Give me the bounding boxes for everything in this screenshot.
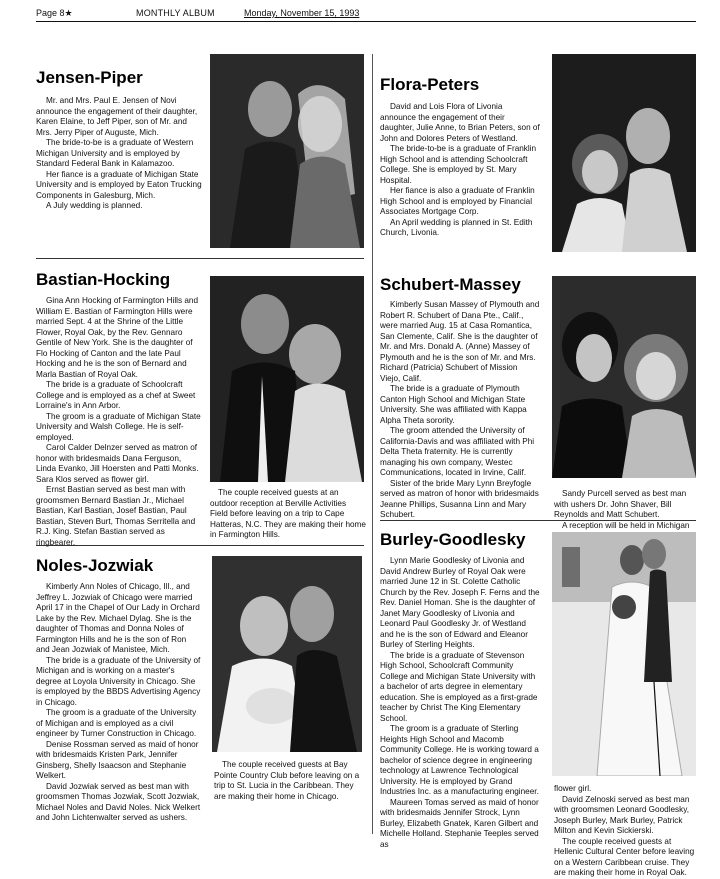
paragraph: Maureen Tomas served as maid of honor with bridesmaids Jennifer Strock, Lynn Burley, Elizabeth Gnatek, Karen Gilbert and Michelle Holland. Stephanie Teeples served as (380, 797, 539, 849)
caption-text: The couple received guests at Hellenic Cultural Center before leaving on a Western Caribbean cruise. They are making their home in Royal Oak. (554, 836, 695, 877)
paragraph: Gina Ann Hocking of Farmington Hills and William E. Bastian of Farmington Hills were married Sept. 4 at the Shrine of the Little Flower, Royal Oak, by the Rev. Gennaro Gentile of New York. She is the daughter of Flo Hocking of Canton and the late Paul Hocking and he is the son of Bernard and Marla Bastian of Royal Oak. (36, 296, 198, 379)
paragraph: David Jozwiak served as best man with groomsmen Thomas Jozwiak, Scott Jozwiak, Michael Noles and David Noles. Nick Welkert and John Lichtenwalter served as ushers. (36, 781, 201, 822)
photo-bastian-hocking (210, 276, 364, 482)
caption-burley-goodlesky (554, 784, 698, 879)
article-flora-peters (380, 102, 540, 239)
article-burley-goodlesky (380, 556, 540, 850)
paragraph: The bride is a graduate of Schoolcraft College and is employed as a chef at Sweet Lorraine's in Ann Arbor. (36, 380, 196, 410)
paragraph: Lynn Marie Goodlesky of Livonia and David Andrew Burley of Royal Oak were married June 12 in St. Colette Catholic Church by the Rev. Joseph F. Ferns and the Rev. Daniel Homan. She is the daughter of Janet Mary Goodlesky of Livonia and Leonard Paul Goodlesky Jr. of Westland and he is the son of Edward and Eleanor Burley of Sterling Heights. (380, 556, 540, 649)
page-header (36, 7, 696, 22)
headline-noles-jozwiak: Noles-Jozwiak (36, 556, 154, 575)
caption-text: flower girl. (554, 784, 592, 793)
paragraph: Denise Rossman served as maid of honor with bridesmaids Kristen Park, Jennifer Ginsberg, Shelly Isaacson and Stephanie Welkert. (36, 739, 199, 780)
caption-text: Sandy Purcell served as best man with ushers Dr. John Shaver, Bill Reynolds and Matt Schubert. (554, 489, 687, 519)
headline-bastian-hocking: Bastian-Hocking (36, 270, 171, 289)
article-bastian-hocking (36, 296, 202, 548)
paragraph: The bride-to-be is a graduate of Franklin High School and is attending Schoolcraft College. She is employed by St. Mary Hospital. (380, 144, 537, 185)
photo-burley-goodlesky (552, 532, 696, 776)
divider (380, 520, 696, 521)
paragraph: Her fiance is a graduate of Michigan State University and is employed by Eaton Trucking Components in Galesburg, Mich. (36, 169, 202, 200)
paragraph: The bride is a graduate of the University of Michigan and is working on a master's degree at Loyola University in Chicago. She is employed by the BBDS Advertising Agency in Chicago. (36, 655, 201, 707)
paragraph: The groom attended the University of California-Davis and was affiliated with Phi Delta Theta fraternity. He is currently managing his own company, Westec Communications, located in Irvine, Calif. (380, 426, 535, 477)
headline-schubert-massey: Schubert-Massey (380, 275, 521, 294)
headline-flora-peters: Flora-Peters (380, 75, 480, 94)
caption-text: David Zelnoski served as best man with groomsmen Leonard Goodlesky, Joseph Burley, Mark Burley, Patrick Milton and Kevin Sickierski. (554, 794, 690, 835)
paragraph: The bride-to-be is a graduate of Western Michigan University and is employed by Standard Federal Bank in Kalamazoo. (36, 138, 194, 168)
paragraph: The groom is a graduate of Michigan State University and Walsh College. He is self-employed. (36, 411, 201, 442)
photo-jensen-piper (210, 54, 364, 248)
page-number: Page 8★ (36, 8, 73, 18)
article-jensen-piper (36, 96, 202, 212)
issue-date: Monday, November 15, 1993 (244, 8, 360, 18)
column-divider (372, 54, 373, 834)
divider (36, 258, 364, 259)
paragraph: Carol Calder Delnzer served as matron of honor with bridesmaids Dana Ferguson, Linda Evanko, Jill Hoersten and Patti Monks. Sara Klos served as flower girl. (36, 443, 199, 484)
paragraph: The groom is a graduate of Sterling Heights High School and Macomb Community College. He is working toward a bachelor of science degree in engineering technology at Lawrence Technological University. He is employed by Grand Industries Inc. as a manufacturing engineer. (380, 724, 539, 796)
section-name: MONTHLY ALBUM (136, 8, 215, 18)
paragraph: Kimberly Ann Noles of Chicago, Ill., and Jeffrey L. Jozwiak of Chicago were married April 17 in the Chapel of Our Lady in Orchard Lake by the Rev. Michael Dylag. She is the daughter of Thomas and Donna Noles of Farmington Hills and he is the son of Ron and Jean Jozwiak of Manistee, Mich. (36, 582, 200, 654)
paragraph: An April wedding is planned in St. Edith Church, Livonia. (380, 217, 533, 237)
paragraph: Mr. and Mrs. Paul E. Jensen of Novi announce the engagement of their daughter, Karen Elaine, to Jeff Piper, son of Mr. and Mrs. Jerry Piper of Auguste, Mich. (36, 96, 198, 137)
paragraph: Ernst Bastian served as best man with groomsmen Bernard Bastian Jr., Michael Bastian, Karl Bastian, Josef Bastian, Paul Bastian, Steven Burt, Thomas Serritella and R.J. King. Stefan Bastian served as ringbearer. (36, 485, 196, 547)
photo-flora-peters (552, 54, 696, 252)
caption-text: The couple received guests at an outdoor reception at Berville Activities Field before leaving on a trip to Cape Hatteras, N.C. They are making their home in Farmington Hills. (210, 488, 366, 539)
headline-jensen-piper: Jensen-Piper (36, 68, 143, 87)
paragraph: David and Lois Flora of Livonia announce the engagement of their daughter, Julie Anne, to Brian Peters, son of John and Dolores Peters of Westland. (380, 102, 540, 143)
paragraph: Her fiance is also a graduate of Franklin High School and is employed by Financial Associates Mortgage Corp. (380, 186, 535, 216)
divider (36, 545, 364, 546)
paragraph: The groom is a graduate of the University of Michigan and is employed as a civil engineer by Turner Construction in Chicago. (36, 708, 197, 738)
photo-noles-jozwiak (212, 556, 362, 752)
article-schubert-massey (380, 300, 540, 521)
caption-text: The couple received guests at Bay Pointe Country Club before leaving on a trip to St. Lucia in the Caribbean. They are making their home in Chicago. (214, 760, 360, 801)
caption-text: A reception will be held in Michigan (562, 520, 690, 530)
caption-noles-jozwiak (214, 760, 364, 802)
photo-schubert-massey (552, 276, 696, 478)
headline-burley-goodlesky: Burley-Goodlesky (380, 530, 526, 549)
article-noles-jozwiak (36, 582, 202, 824)
paragraph: Sister of the bride Mary Lynn Breyfogle served as matron of honor with bridesmaids Jeanne Phillips, Susanna Linn and Mary Schubert. (380, 478, 539, 519)
paragraph: Kimberly Susan Massey of Plymouth and Robert R. Schubert of Dana Pte., Calif., were married Aug. 15 at Casa Romantica, San Clemente, Calif. She is the daughter of Mr. and Mrs. Donald A. (Anne) Massey of Plymouth and he is the son of Mr. and Mrs. Richard (Patricia) Schubert of Mission Viejo, Calif. (380, 300, 540, 383)
paragraph: The bride is a graduate of Plymouth Canton High School and Michigan State University. She was affiliated with Kappa Alpha Theta sorority. (380, 384, 527, 425)
caption-bastian-hocking (210, 488, 366, 541)
paragraph: A July wedding is planned. (46, 201, 143, 210)
paragraph: The bride is a graduate of Stevenson High School, Schoolcraft Community College and Michigan State University with a bachelor of arts degree in elementary education. She is employed as a first-grade teacher by Christ The King Elementary School. (380, 650, 538, 723)
